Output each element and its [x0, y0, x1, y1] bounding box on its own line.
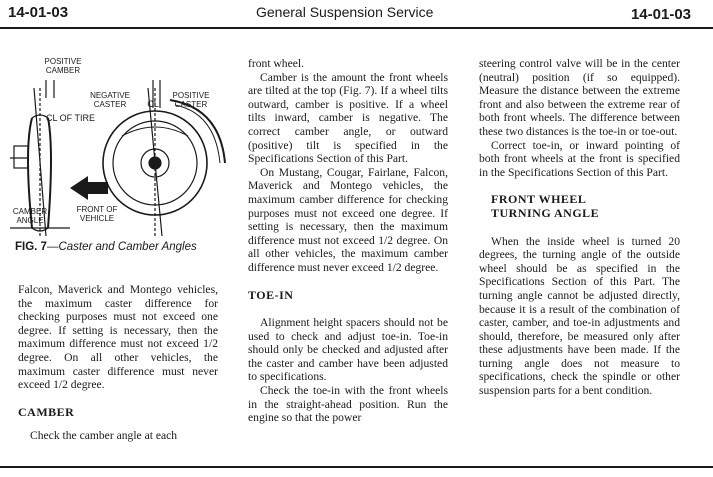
label-cl-of-tire: CL OF TIRE — [46, 113, 96, 123]
col1-paragraph-1: Falcon, Maverick and Montego vehicles, the maximum caster difference for checking purposes must not exceed one degree. If setting is necessary, then the maximum difference must not exceed 1/2 degree. On all other vehicles, the maximum caster difference must never exceed 1/2 degree. — [18, 283, 218, 392]
heading-camber: CAMBER — [18, 404, 75, 419]
heading-turning-angle: TURNING ANGLE — [491, 205, 600, 220]
column-3 — [479, 57, 680, 398]
page-number-left: 14-01-03 — [8, 4, 69, 21]
col2-paragraph-1: front wheel. — [248, 57, 305, 70]
col1-paragraph-2: Check the camber angle at each — [30, 429, 178, 443]
label-positive-caster: POSITIVE CASTER — [172, 91, 210, 109]
figure-caption: FIG. 7—Caster and Camber Angles — [15, 241, 197, 253]
col3-paragraph-3: When the inside wheel is turned 20 degrees, the turning angle of the outside wheel should be as specified in the Specifications Section of this Part. The turning angle cannot be adjusted directly, because it is a result of the combination of caster, camber, and toe-in adjustments and should, therefore, be measured only after these adjustments have been made. If the turning angle does not measure to specifications, check the spindle or other suspension parts for a bent condition. — [479, 234, 680, 398]
label-front-of-vehicle: FRONT OF VEHICLE — [76, 205, 118, 223]
figure-caster-camber — [10, 58, 230, 238]
heading-toe-in: TOE-IN — [248, 287, 294, 302]
col2-paragraph-4: Alignment height spacers should not be used to check and adjust toe-in. Toe-in should only be checked and adjusted after the caster and camber have been adjusted to specifications. — [248, 316, 448, 384]
label-negative-caster: NEGATIVE CASTER — [90, 91, 130, 109]
label-positive-camber: POSITIVE CAMBER — [44, 57, 82, 75]
header-rule — [0, 27, 713, 29]
column-1 — [18, 283, 218, 443]
heading-front-wheel: FRONT WHEEL — [491, 192, 587, 207]
footer-rule — [0, 466, 713, 468]
front-arrow-icon — [70, 176, 108, 200]
section-title: General Suspension Service — [256, 4, 434, 20]
heading-front-wheel-turning-angle — [479, 193, 680, 220]
label-cl: CL — [147, 99, 159, 109]
page-header — [0, 0, 713, 30]
page-number-right: 14-01-03 — [630, 6, 691, 23]
label-camber-angle: CAMBER ANGLE — [12, 207, 48, 225]
col2-paragraph-3: On Mustang, Cougar, Fairlane, Falcon, Maverick and Montego vehicles, the maximum camber difference for checking purposes must not exceed one degree. If setting is necessary, then the maximum difference must not exceed 1/2 degree. On all other vehicles, the maximum camber difference must never exceed 1/2 degree. — [248, 165, 448, 274]
col3-paragraph-2: Correct toe-in, or inward pointing of both front wheels at the front is specified in the Specifications Section of this Part. — [479, 138, 680, 179]
col2-paragraph-5: Check the toe-in with the front wheels in the straight-ahead position. Run the engine so that the power — [248, 384, 448, 425]
column-2 — [248, 57, 448, 425]
col3-paragraph-1: steering control valve will be in the center (neutral) position (if so equipped). Measure the distance between the extreme front and also between the extreme rear of both front wheels. The difference between these two distances is the toe-in or toe-out. — [479, 57, 680, 138]
col2-paragraph-2: Camber is the amount the front wheels are tilted at the top (Fig. 7). If a wheel tilts outward, camber is positive. If a wheel tilts inward, camber is negative. The correct camber angle, or outward (positive) tilt is specified in the Specifications Section of this Part. — [248, 70, 448, 166]
